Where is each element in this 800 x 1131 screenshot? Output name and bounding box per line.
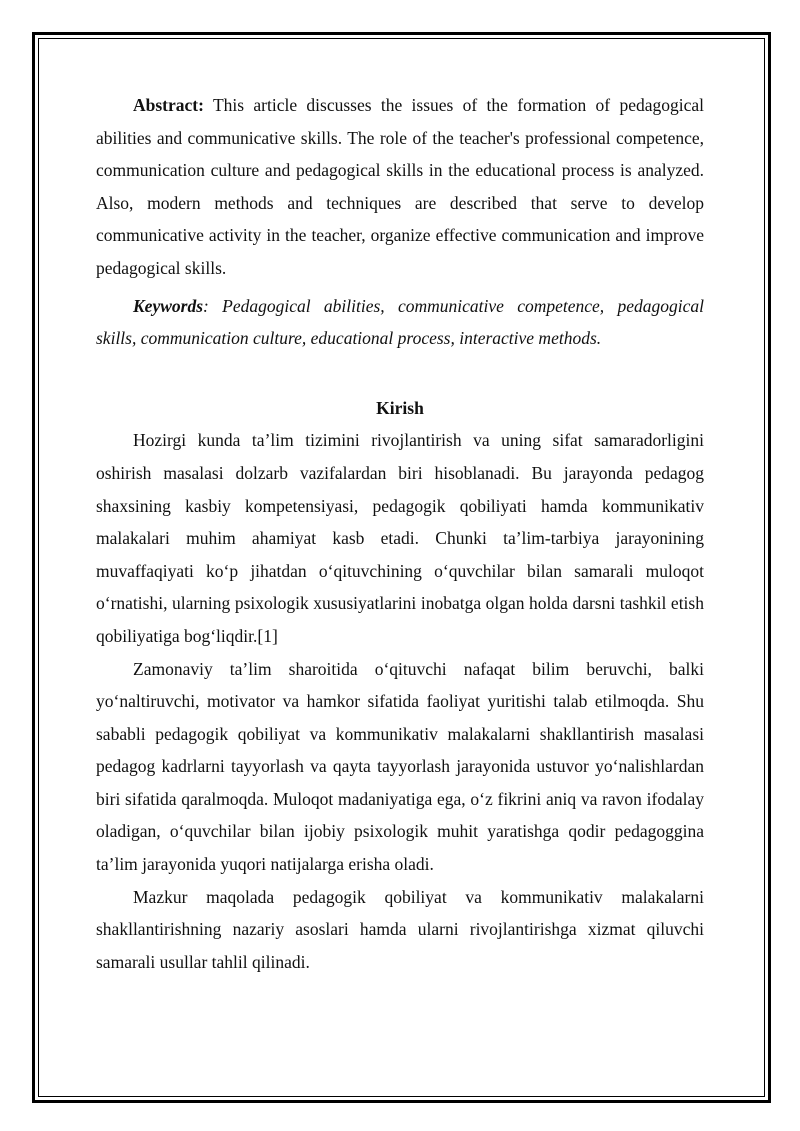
- document-body: [96, 89, 704, 978]
- abstract-text: This article discusses the issues of the formation of pedagogical abilities and communicative skills. The role of the teacher's professional competence, communication culture and pedagogical skills in the educational process is analyzed. Also, modern methods and techniques are described that serve to develop communicative activity in the teacher, organize effective communication and improve pedagogical skills.: [96, 95, 704, 278]
- body-paragraph-3: Mazkur maqolada pedagogik qobiliyat va kommunikativ malakalarni shakllantirishning nazariy asoslari hamda ularni rivojlantirishga xizmat qiluvchi samarali usullar tahlil qilinadi.: [96, 886, 704, 972]
- keywords-text: : Pedagogical abilities, communicative competence, pedagogical skills, communication culture, educational process, interactive methods.: [96, 295, 704, 349]
- body-paragraph-2: Zamonaviy ta’lim sharoitida o‘qituvchi nafaqat bilim beruvchi, balki yo‘naltiruvchi, motivator va hamkor sifatida faoliyat yuritishi talab etilmoqda. Shu sababli pedagogik qobiliyat va kommunikativ malakalarni shakllantirish masalasi pedagog kadrlarni tayyorlash va qayta tayyorlash jarayonida ustuvor yo‘nalishlardan biri sifatida qaralmoqda. Muloqot madaniyatiga ega, o‘z fikrini aniq va ravon ifodalay oladigan, o‘quvchilar bilan ijobiy psixologik muhit yaratishga qodir pedagoggina ta’lim jarayonida yuqori natijalarga erisha oladi.: [96, 658, 704, 875]
- body-paragraph-1: Hozirgi kunda ta’lim tizimini rivojlantirish va uning sifat samaradorligini oshirish masalasi dolzarb vazifalardan biri hisoblanadi. Bu jarayonda pedagog shaxsining kasbiy kompetensiyasi, pedagogik qobiliyati hamda kommunikativ malakalari muhim ahamiyat kasb etadi. Chunki ta’lim-tarbiya jarayonining muvaffaqiyati ko‘p jihatdan o‘qituvchining o‘quvchilar bilan samarali muloqot o‘rnatishi, ularning psixologik xususiyatlarini inobatga olgan holda darsni tashkil etish qobiliyatiga bog‘liqdir.[1]: [96, 430, 704, 646]
- section-heading: Kirish: [376, 397, 424, 418]
- abstract-label: Abstract:: [133, 95, 204, 115]
- keywords-paragraph: [96, 290, 704, 355]
- abstract-paragraph: [96, 89, 704, 285]
- keywords-label: Keywords: [133, 295, 203, 316]
